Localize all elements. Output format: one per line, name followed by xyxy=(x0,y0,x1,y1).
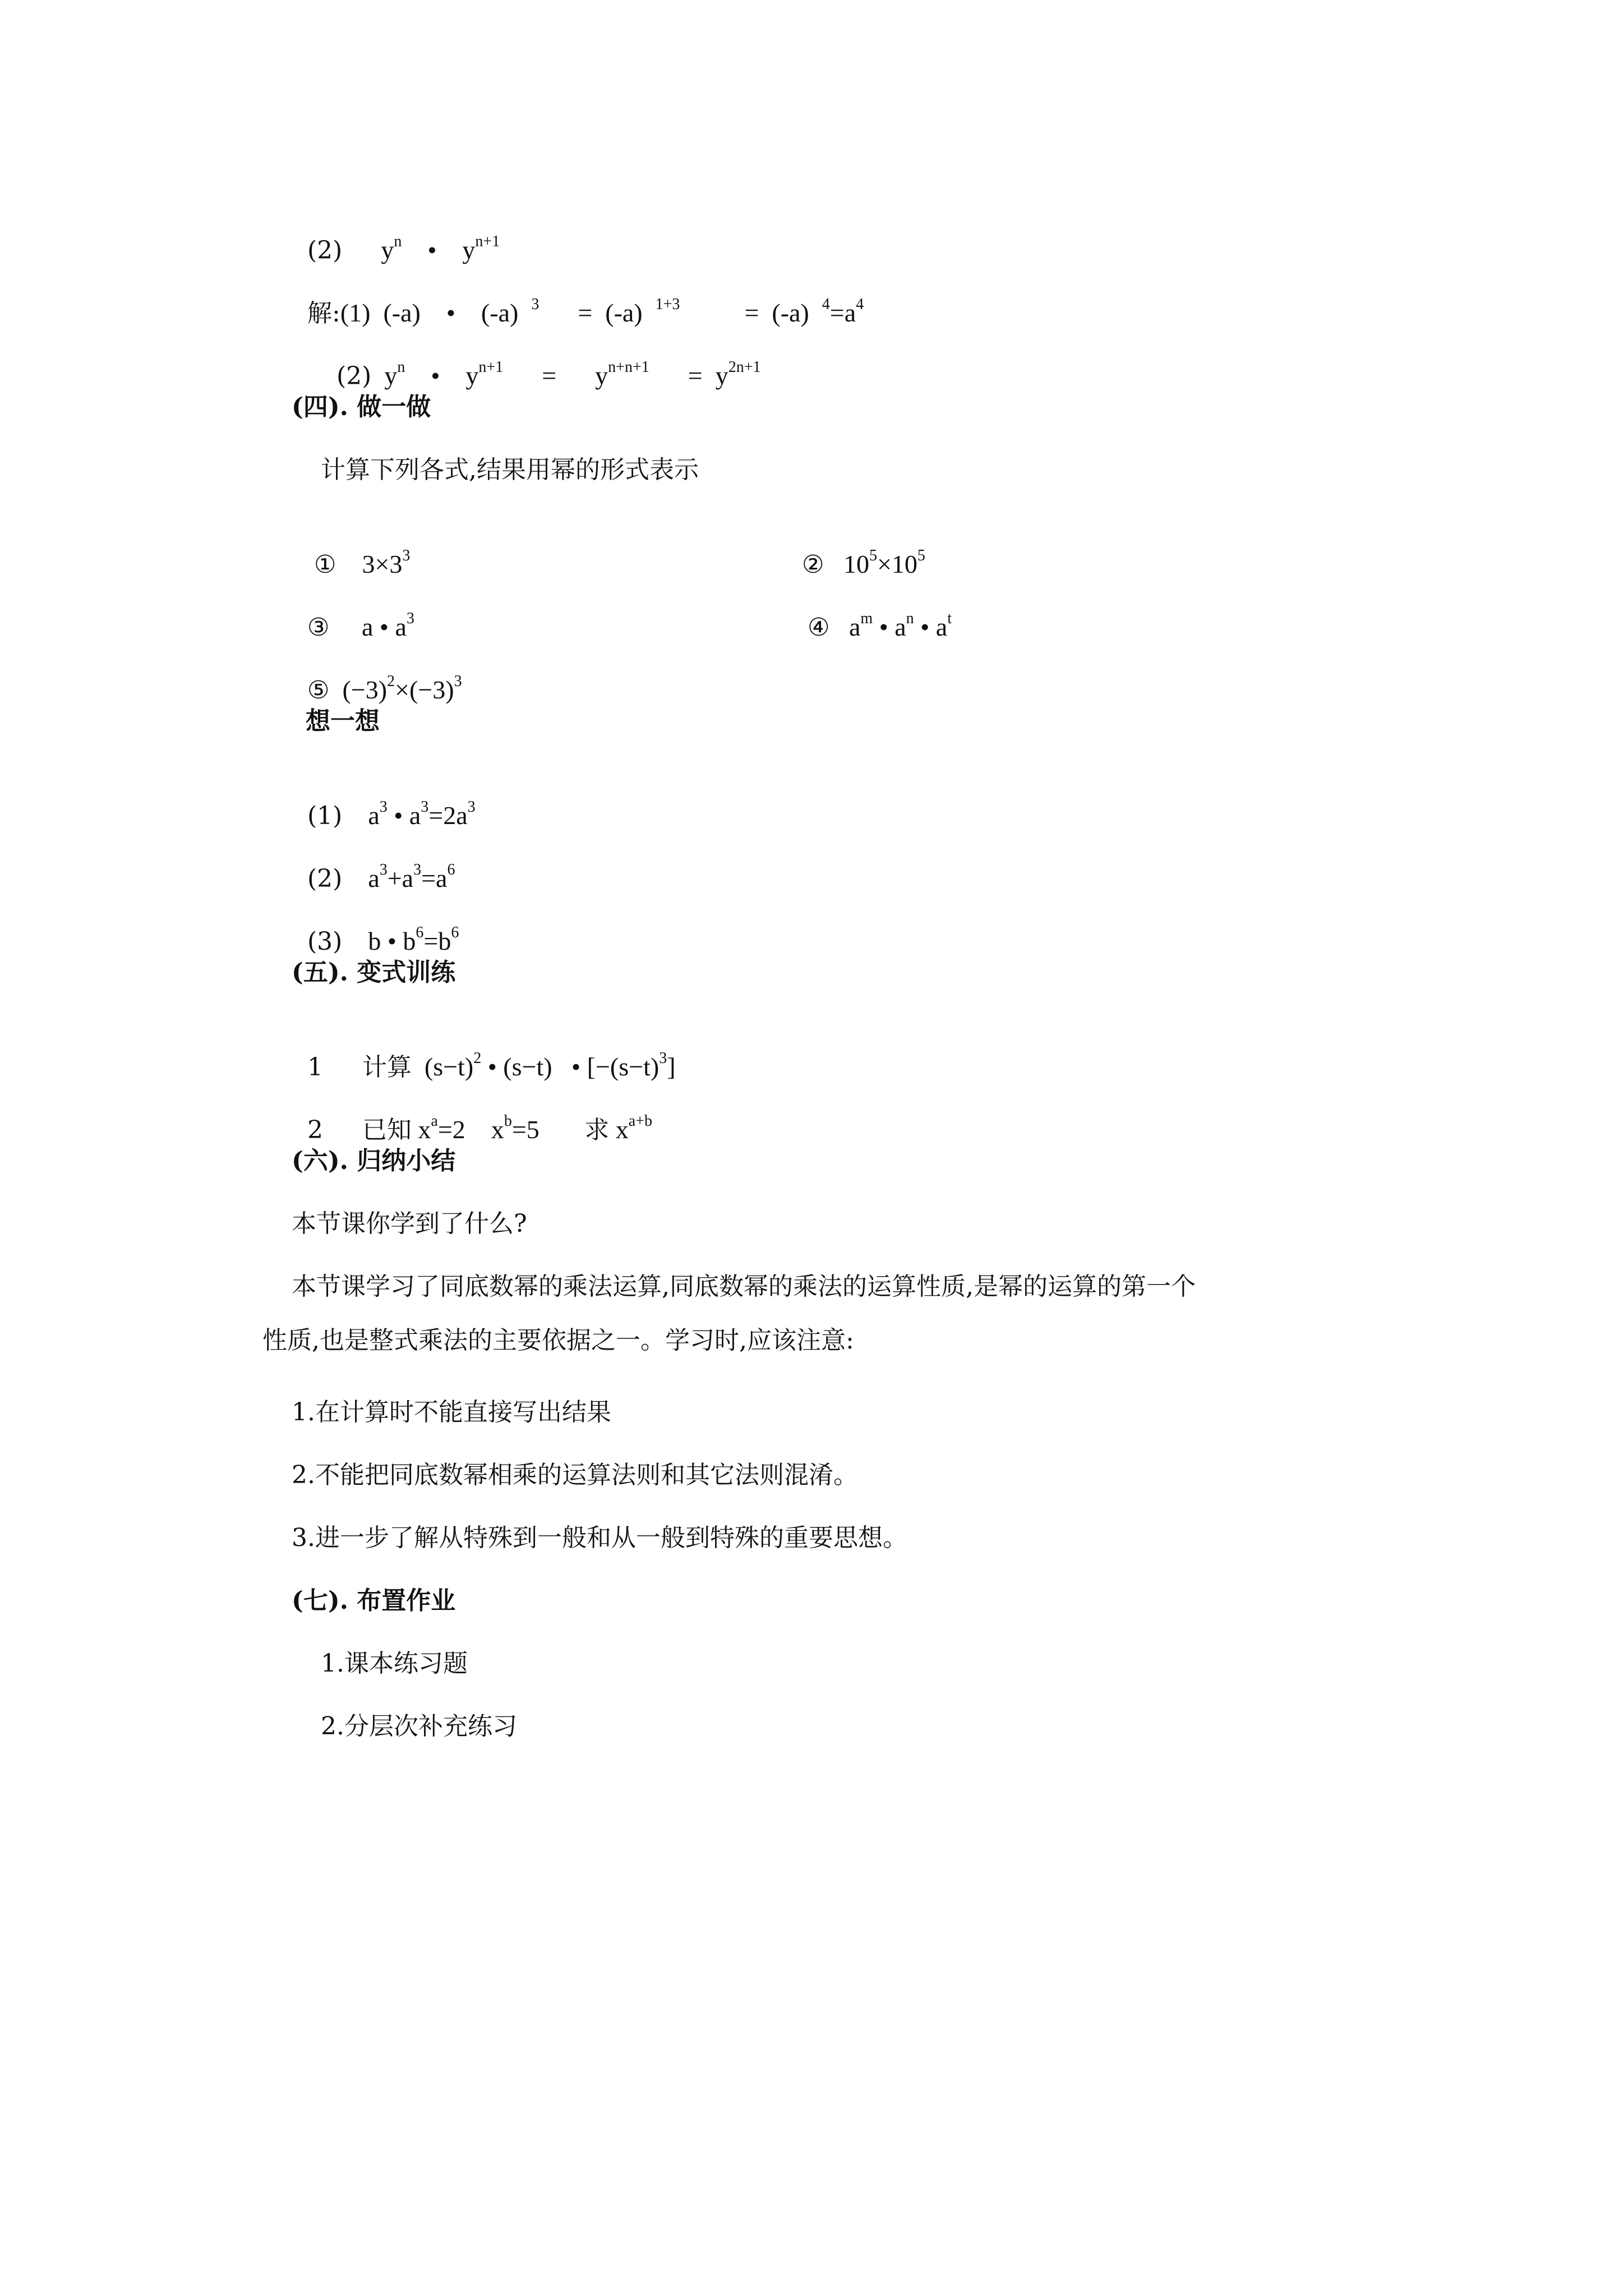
solution-2-expression: $y^n$ • $y^{n+1}$ = $y^{n+n+1}$ = $y^{2n+1}$ xyxy=(371,358,761,390)
exercise-4 xyxy=(792,580,952,643)
variant-1-line xyxy=(292,1020,676,1083)
exercise-5 xyxy=(292,643,462,706)
variant-2-target: $x^{a+b}$ xyxy=(609,1112,652,1144)
section-5-heading: (五). 变式训练 xyxy=(292,958,456,987)
think-heading: 想一想 xyxy=(306,707,380,735)
variant-2-line xyxy=(292,1083,652,1146)
solution-1-line xyxy=(292,266,864,329)
section-6-paragraph-line-1: 本节课学习了同底数幂的乘法运算,同底数幂的乘法的运算性质,是幂的运算的第一个 xyxy=(292,1272,1196,1301)
exercise-2 xyxy=(786,517,925,581)
note-1: 1.在计算时不能直接写出结果 xyxy=(292,1398,611,1427)
example-2-expression: $y^n$ • $y^{n+1}$ xyxy=(342,233,500,264)
solution-2-label: (2) xyxy=(336,362,372,390)
note-2: 2.不能把同底数幂相乘的运算法则和其它法则混淆。 xyxy=(292,1461,858,1489)
exercise-2-mark: ② xyxy=(801,550,824,579)
section-4-heading: (四). 做一做 xyxy=(292,393,431,421)
think-2-expression: $a^3+a^3=a^6$ xyxy=(342,861,455,892)
solution-2-line xyxy=(321,329,761,392)
solution-1-expression: (1) (-a) • (-a) $^3$ = (-a) $^{1+3}$ = (-a) $^4=a^4$ xyxy=(340,296,864,327)
note-3: 3.进一步了解从特殊到一般和从一般到特殊的重要思想。 xyxy=(292,1524,907,1552)
exercise-3-expression: a • $a^3$ xyxy=(329,610,414,641)
variant-2-number: 2 xyxy=(307,1116,323,1144)
exercise-4-mark: ④ xyxy=(807,613,830,642)
exercise-1-expression: $3\times 3^3$ xyxy=(336,547,411,578)
variant-2-ask: 求 xyxy=(584,1116,610,1144)
section-6-question: 本节课你学到了什么? xyxy=(292,1209,527,1238)
homework-1: 1.课本练习题 xyxy=(321,1649,468,1678)
exercise-1-mark: ① xyxy=(313,550,336,579)
think-2-label: (2) xyxy=(307,864,343,893)
exercise-5-mark: ⑤ xyxy=(307,676,330,705)
exercise-2-expression: $10^5\times 10^5$ xyxy=(824,547,925,578)
exercise-1 xyxy=(298,517,410,581)
exercise-3 xyxy=(292,580,414,643)
think-1-line xyxy=(292,769,476,832)
example-2-label: (2) xyxy=(307,236,343,265)
think-2-line xyxy=(292,831,455,895)
variant-1-number: 1 xyxy=(307,1053,323,1082)
exercise-5-expression: $(-3)^2\times(-3)^3$ xyxy=(329,673,462,704)
think-3-line xyxy=(292,894,459,958)
section-4-intro: 计算下列各式,结果用幂的形式表示 xyxy=(321,455,699,484)
section-7-heading: (七). 布置作业 xyxy=(292,1586,456,1615)
think-3-label: (3) xyxy=(307,927,343,956)
variant-1-expression: $(s-t)^2$ • (s−t) • $[-(s-t)^3]$ xyxy=(411,1050,676,1081)
example-2-line xyxy=(292,203,500,266)
variant-2-given: $x^a=2$ $x^b=5$ xyxy=(411,1112,585,1144)
section-6-paragraph-line-2: 性质,也是整式乘法的主要依据之一。学习时,应该注意: xyxy=(262,1326,854,1355)
exercise-4-expression: $a^m$ • $a^n$ • $a^t$ xyxy=(829,610,952,641)
homework-2: 2.分层次补充练习 xyxy=(321,1712,517,1741)
exercise-3-mark: ③ xyxy=(307,613,330,642)
think-3-expression: b • $b^6=b^6$ xyxy=(342,924,459,955)
think-1-label: (1) xyxy=(307,802,343,830)
variant-2-text: 已知 xyxy=(362,1116,412,1144)
variant-1-text: 计算 xyxy=(362,1053,412,1082)
solution-label: 解: xyxy=(307,299,340,328)
section-6-heading: (六). 归纳小结 xyxy=(292,1147,456,1175)
think-1-expression: $a^3$ • $a^3=2a^3$ xyxy=(342,798,476,830)
